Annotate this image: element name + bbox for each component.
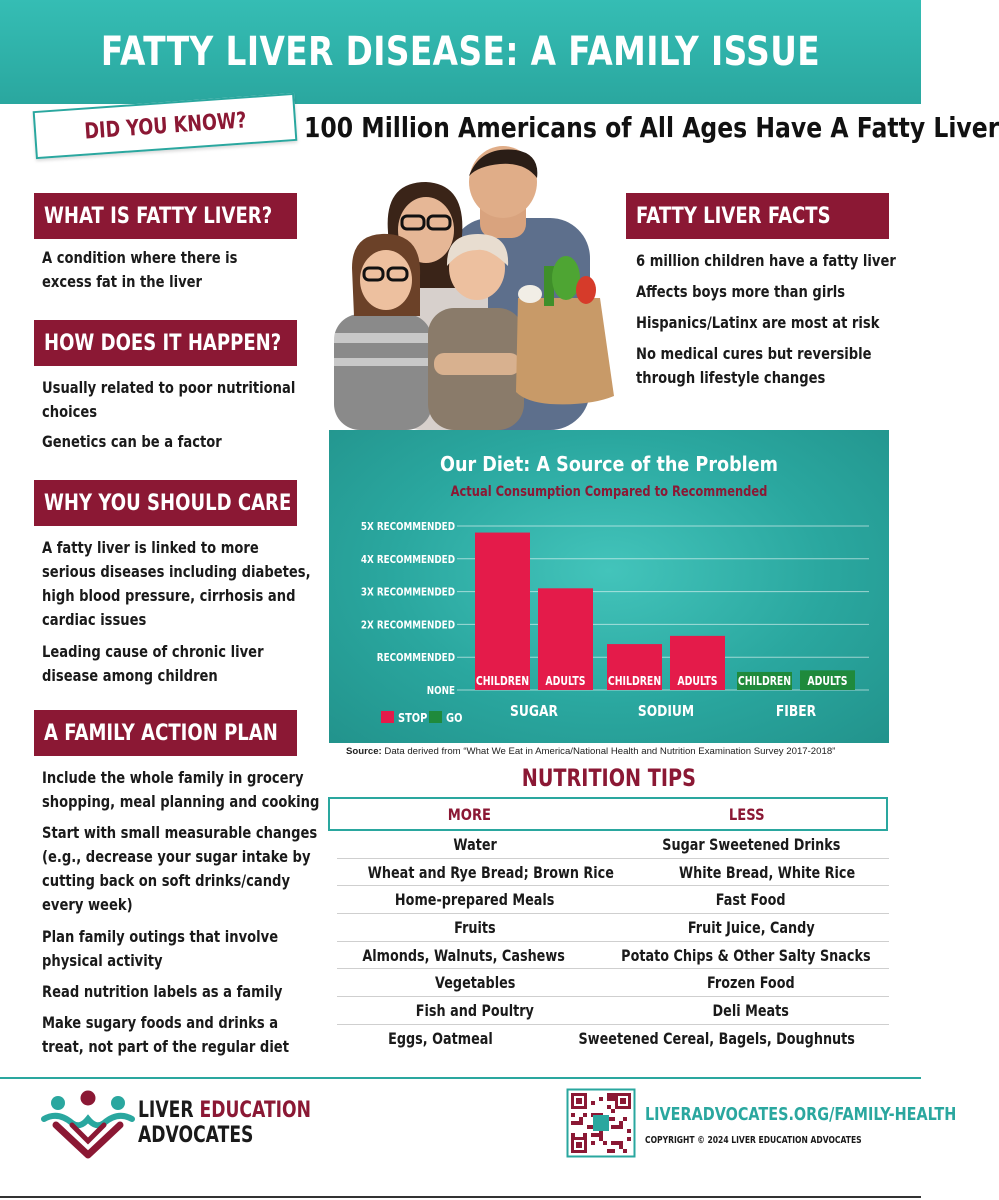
more-cell-text: Fruits	[454, 917, 496, 937]
qr-module	[619, 1121, 623, 1125]
text-line: cardiac issues	[42, 610, 147, 629]
less-cell	[544, 1029, 889, 1048]
legend-swatch-go	[429, 711, 442, 723]
less-cell	[613, 835, 889, 854]
copyright-text: COPYRIGHT © 2024 LIVER EDUCATION ADVOCATES	[645, 1135, 862, 1146]
nutrition-tips-header	[328, 797, 888, 831]
plan-item	[42, 821, 317, 917]
more-cell-text: Wheat and Rye Bread; Brown Rice	[367, 862, 614, 882]
page-bottom-line	[0, 1196, 921, 1198]
family-heart-logo-icon	[42, 1089, 134, 1159]
text-line: Start with small measurable changes	[42, 823, 318, 842]
less-cell-text: Frozen Food	[707, 973, 795, 993]
facts-heading-text: FATTY LIVER FACTS	[636, 203, 831, 229]
text-line: treat, not part of the regular diet	[42, 1037, 289, 1056]
fact-item	[636, 311, 879, 335]
less-cell	[613, 918, 889, 937]
less-cell-text: Sweetened Cereal, Bagels, Doughnuts	[578, 1029, 855, 1049]
qr-module	[595, 1133, 599, 1137]
text-line: every week)	[42, 895, 133, 914]
qr-module	[611, 1117, 615, 1121]
qr-module	[607, 1105, 611, 1109]
qr-module	[627, 1137, 631, 1141]
qr-module	[611, 1109, 615, 1113]
text-line: cutting back on soft drinks/candy	[42, 871, 291, 890]
bar-label: CHILDREN	[607, 673, 662, 689]
nutrition-tips-table	[337, 831, 889, 1053]
nutrition-tips-title	[329, 764, 889, 792]
chart-source	[346, 746, 906, 757]
more-cell	[337, 835, 613, 854]
bar-label: ADULTS	[677, 673, 718, 689]
text-line: (e.g., decrease your sugar intake by	[42, 847, 311, 866]
group-label: SODIUM	[637, 702, 695, 721]
care-heading-text: WHY YOU SHOULD CARE	[44, 490, 292, 516]
qr-module	[579, 1121, 583, 1125]
plan-item	[42, 766, 319, 814]
plan-item	[42, 925, 278, 973]
more-cell	[337, 946, 590, 965]
qr-finder-core	[576, 1142, 582, 1148]
facts-heading	[626, 193, 889, 239]
diet-chart-svg	[329, 430, 889, 743]
more-cell	[337, 1029, 544, 1048]
page-title: FATTY LIVER DISEASE: A FAMILY ISSUE	[100, 29, 821, 75]
more-cell	[337, 973, 613, 992]
more-cell-text: Vegetables	[434, 973, 516, 993]
logo-word-liver: LIVER	[138, 1098, 200, 1123]
headline: 100 Million Americans of All Ages Have A Fatty Liver	[304, 111, 999, 144]
less-cell	[590, 946, 902, 965]
chart-subtitle: Actual Consumption Compared to Recommended	[450, 483, 768, 501]
table-row	[337, 1025, 889, 1053]
text-line: Make sugary foods and drinks a	[42, 1013, 279, 1032]
nutrition-tips-title-text: NUTRITION TIPS	[521, 764, 697, 792]
less-cell-text: Fruit Juice, Candy	[687, 917, 815, 937]
more-cell	[337, 890, 613, 909]
qr-module	[607, 1093, 611, 1097]
y-tick-label: 4X RECOMMENDED	[360, 553, 455, 567]
legend-swatch-stop	[381, 711, 394, 723]
what-is-heading	[34, 193, 297, 239]
text-line: high blood pressure, cirrhosis and	[42, 586, 296, 605]
plan-heading-text: A FAMILY ACTION PLAN	[44, 720, 278, 746]
care-item	[42, 536, 311, 632]
more-cell	[337, 1001, 613, 1020]
qr-module	[599, 1137, 603, 1141]
y-tick-label: RECOMMENDED	[376, 652, 455, 665]
qr-module	[571, 1121, 575, 1125]
logo-line-2: ADVOCATES	[138, 1123, 254, 1148]
qr-module	[603, 1141, 607, 1145]
fact-item	[636, 249, 896, 273]
table-row	[337, 886, 889, 914]
text-line: Leading cause of chronic liver	[42, 642, 264, 661]
group-label: FIBER	[775, 702, 817, 721]
qr-module	[583, 1133, 587, 1137]
qr-module	[579, 1117, 583, 1121]
text-line: No medical cures but reversible	[636, 344, 872, 363]
text-line: excess fat in the liver	[42, 272, 203, 291]
qr-module	[619, 1125, 623, 1129]
text-line: physical activity	[42, 951, 163, 970]
table-row	[337, 914, 889, 942]
qr-module	[627, 1129, 631, 1133]
table-row	[337, 831, 889, 859]
y-tick-label: 5X RECOMMENDED	[360, 521, 455, 534]
table-row	[337, 859, 889, 887]
text-line: A fatty liver is linked to more	[42, 538, 259, 557]
bar-sugar-children	[475, 533, 530, 690]
qr-module	[575, 1121, 579, 1125]
more-label: MORE	[447, 804, 491, 824]
less-cell	[613, 890, 889, 909]
qr-module	[591, 1101, 595, 1105]
less-cell	[613, 1001, 889, 1020]
legend-label-stop: STOP	[398, 711, 428, 726]
less-label: LESS	[729, 804, 765, 824]
family-photo	[330, 148, 620, 430]
text-line: 6 million children have a fatty liver	[636, 251, 896, 270]
text-line: Usually related to poor nutritional	[42, 378, 296, 397]
qr-module	[591, 1141, 595, 1145]
care-item	[42, 640, 264, 688]
logo-line-1	[138, 1098, 311, 1123]
less-cell-text: Sugar Sweetened Drinks	[661, 834, 841, 854]
y-tick-label: 3X RECOMMENDED	[360, 586, 455, 599]
plan-item	[42, 980, 282, 1004]
title-banner	[0, 0, 921, 104]
qr-module	[619, 1145, 623, 1149]
text-line: choices	[42, 402, 98, 421]
y-tick-label: NONE	[426, 685, 455, 698]
table-row	[337, 969, 889, 997]
qr-module	[615, 1125, 619, 1129]
text-line: Plan family outings that involve	[42, 927, 279, 946]
qr-module	[611, 1093, 615, 1097]
y-tick-label: 2X RECOMMENDED	[360, 619, 455, 632]
qr-module	[619, 1141, 623, 1145]
girl-figure	[334, 234, 432, 430]
less-column-header	[608, 805, 886, 824]
qr-module	[611, 1097, 615, 1101]
qr-finder-core	[620, 1098, 626, 1104]
less-cell	[645, 863, 889, 882]
qr-module	[611, 1125, 615, 1129]
source-text: Data derived from “What We Eat in America/National Health and Nutrition Examination Survey 2017-2018”	[381, 746, 836, 757]
more-cell-text: Water	[453, 834, 497, 854]
bar-label: ADULTS	[545, 673, 586, 689]
qr-module	[599, 1133, 603, 1137]
qr-code-icon[interactable]	[567, 1089, 635, 1157]
text-line: serious diseases including diabetes,	[42, 562, 311, 581]
logo-word-education: EDUCATION	[199, 1098, 312, 1123]
care-heading	[34, 480, 297, 526]
qr-module	[611, 1149, 615, 1153]
text-line: Read nutrition labels as a family	[42, 982, 283, 1001]
less-cell-text: Potato Chips & Other Salty Snacks	[621, 945, 871, 965]
bar-label: CHILDREN	[737, 673, 792, 689]
less-cell-text: Deli Meats	[712, 1000, 790, 1020]
more-cell-text: Almonds, Walnuts, Cashews	[362, 945, 565, 965]
more-cell-text: Eggs, Oatmeal	[387, 1029, 493, 1049]
did-you-know-label: DID YOU KNOW?	[83, 107, 247, 145]
fact-item	[636, 342, 872, 390]
qr-module	[615, 1141, 619, 1145]
qr-module	[591, 1133, 595, 1137]
plan-heading	[34, 710, 297, 756]
text-line: A condition where there is	[42, 248, 238, 267]
text-line: Genetics can be a factor	[42, 432, 222, 451]
qr-module	[623, 1117, 627, 1121]
how-heading	[34, 320, 297, 366]
fact-item	[636, 280, 845, 304]
qr-module	[571, 1113, 575, 1117]
bar-label: ADULTS	[807, 673, 848, 689]
qr-module	[583, 1113, 587, 1117]
logo-wordmark	[138, 1098, 311, 1148]
how-item	[42, 376, 295, 424]
table-row	[337, 942, 889, 970]
text-line: shopping, meal planning and cooking	[42, 792, 320, 811]
what-is-text	[42, 246, 237, 294]
plan-item	[42, 1011, 289, 1059]
qr-finder-core	[576, 1098, 582, 1104]
footer-url-link[interactable]: LIVERADVOCATES.ORG/FAMILY-HEALTH	[645, 1104, 957, 1125]
more-cell	[337, 863, 645, 882]
more-cell-text: Home-prepared Meals	[395, 890, 555, 910]
qr-module	[607, 1149, 611, 1153]
qr-module	[607, 1097, 611, 1101]
how-item	[42, 430, 222, 454]
bar-label: CHILDREN	[475, 673, 530, 689]
footer-divider	[0, 1077, 921, 1079]
more-cell	[337, 918, 613, 937]
more-column-header	[330, 805, 608, 824]
chart-title: Our Diet: A Source of the Problem	[440, 454, 778, 477]
diet-chart	[329, 430, 889, 743]
source-prefix: Source:	[346, 746, 382, 757]
less-cell	[613, 973, 889, 992]
qr-module	[623, 1149, 627, 1153]
text-line: through lifestyle changes	[636, 368, 826, 387]
text-line: Include the whole family in grocery	[42, 768, 304, 787]
qr-module	[611, 1141, 615, 1145]
qr-module	[599, 1097, 603, 1101]
table-row	[337, 997, 889, 1025]
text-line: Hispanics/Latinx are most at risk	[636, 313, 880, 332]
qr-module	[571, 1133, 575, 1137]
less-cell-text: White Bread, White Rice	[678, 862, 855, 882]
what-is-heading-text: WHAT IS FATTY LIVER?	[44, 203, 273, 229]
group-label: SUGAR	[510, 702, 558, 721]
less-cell-text: Fast Food	[716, 890, 786, 910]
legend-label-go: GO	[446, 711, 463, 726]
qr-center-logo	[593, 1115, 609, 1131]
text-line: Affects boys more than girls	[636, 282, 846, 301]
more-cell-text: Fish and Poultry	[415, 1000, 535, 1020]
text-line: disease among children	[42, 666, 218, 685]
how-heading-text: HOW DOES IT HAPPEN?	[44, 330, 282, 356]
qr-module	[587, 1125, 591, 1129]
